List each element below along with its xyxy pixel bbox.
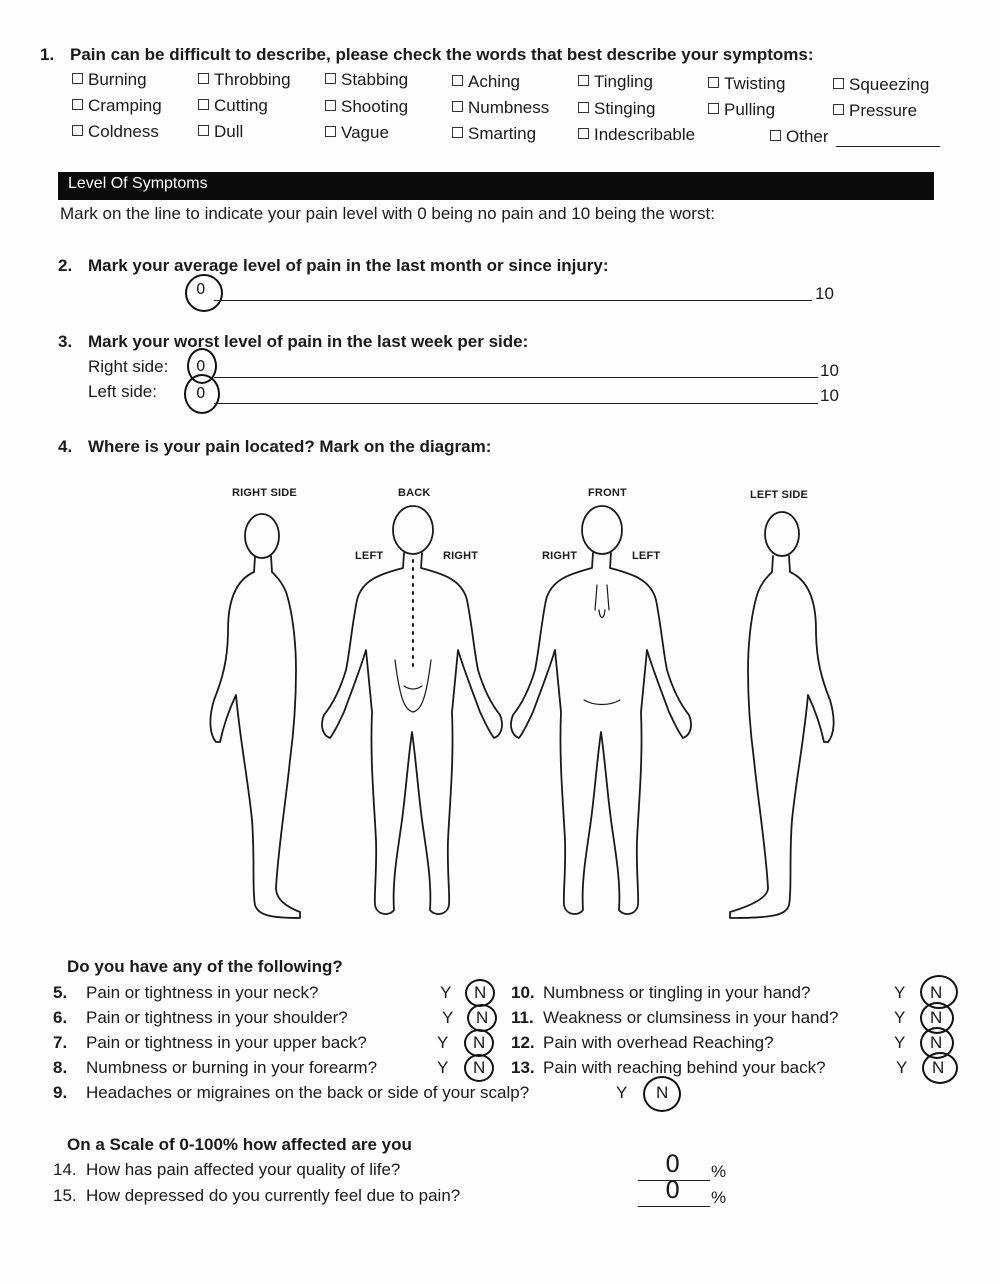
q3-left-label: Left side: xyxy=(88,382,157,401)
option-coldness[interactable]: Coldness xyxy=(72,122,159,142)
item-8-num: 8. xyxy=(53,1058,68,1077)
item-14-text: How has pain affected your quality of life? xyxy=(86,1160,401,1179)
q3-right-label: Right side: xyxy=(88,357,169,376)
item-9-no[interactable]: N xyxy=(656,1083,669,1102)
item-14-unit: % xyxy=(711,1162,727,1181)
question-1: 1. Pain can be difficult to describe, please check the words that best describe your symptoms: xyxy=(40,45,814,64)
label-right-side: RIGHT SIDE xyxy=(232,487,297,499)
item-12-no[interactable]: N xyxy=(930,1033,943,1052)
q2-min-label: 0 xyxy=(196,280,206,298)
item-13-no-circle xyxy=(922,1052,958,1084)
question-2: 2. Mark your average level of pain in the last month or since injury: xyxy=(58,256,609,275)
item-6-no[interactable]: N xyxy=(476,1008,489,1027)
item-5-no[interactable]: N xyxy=(474,983,487,1002)
item-15-unit: % xyxy=(711,1188,727,1207)
item-6-text: Pain or tightness in your shoulder? xyxy=(86,1008,348,1027)
label-back-right: RIGHT xyxy=(443,550,479,562)
item-11-yes[interactable]: Y xyxy=(894,1008,906,1027)
scale-section-title: On a Scale of 0-100% how affected are you xyxy=(67,1135,412,1154)
item-5-no-circle xyxy=(465,979,495,1007)
item-13-num: 13. xyxy=(511,1058,535,1077)
figure-back xyxy=(322,506,502,914)
item-11-num: 11. xyxy=(511,1008,534,1027)
item-9-num: 9. xyxy=(53,1083,68,1102)
label-front-left: LEFT xyxy=(632,550,661,562)
option-squeezing[interactable]: Squeezing xyxy=(833,75,929,95)
item-11-no[interactable]: N xyxy=(930,1008,943,1027)
item-15-num: 15. xyxy=(53,1186,77,1205)
option-smarting[interactable]: Smarting xyxy=(452,124,536,144)
item-7-text: Pain or tightness in your upper back? xyxy=(86,1033,367,1052)
item-6-yes[interactable]: Y xyxy=(442,1008,454,1027)
option-stabbing[interactable]: Stabbing xyxy=(325,70,408,90)
item-10-num: 10. xyxy=(511,983,535,1002)
item-11-text: Weakness or clumsiness in your hand? xyxy=(543,1008,839,1027)
item-7-num: 7. xyxy=(53,1033,68,1052)
figure-front xyxy=(511,506,691,914)
item-9-no-circle xyxy=(643,1076,681,1112)
question-3: 3. Mark your worst level of pain in the last week per side: xyxy=(58,332,529,351)
item-14-value[interactable]: 0 xyxy=(665,1150,681,1178)
option-vague[interactable]: Vague xyxy=(325,123,389,143)
figure-left-side-profile xyxy=(730,512,834,918)
item-9-text: Headaches or migraines on the back or side of your scalp? xyxy=(86,1083,530,1102)
item-15-value[interactable]: 0 xyxy=(665,1176,681,1204)
option-dull[interactable]: Dull xyxy=(198,122,243,142)
option-other[interactable]: Other xyxy=(770,127,829,147)
label-front-right: RIGHT xyxy=(542,550,578,562)
option-burning[interactable]: Burning xyxy=(72,70,147,90)
instructions: Mark on the line to indicate your pain level with 0 being no pain and 10 being the worst: xyxy=(60,204,715,223)
label-back: BACK xyxy=(398,487,431,499)
yn-section-title: Do you have any of the following? xyxy=(67,957,343,976)
label-back-left: LEFT xyxy=(355,550,384,562)
q3-left-min: 0 xyxy=(196,384,206,402)
item-10-yes[interactable]: Y xyxy=(894,983,906,1002)
item-12-text: Pain with overhead Reaching? xyxy=(543,1033,774,1052)
item-6-no-circle xyxy=(467,1004,497,1032)
option-pulling[interactable]: Pulling xyxy=(708,100,775,120)
q3-right-max: 10 xyxy=(820,361,839,380)
option-shooting[interactable]: Shooting xyxy=(325,97,408,117)
item-10-no[interactable]: N xyxy=(930,983,943,1002)
option-throbbing[interactable]: Throbbing xyxy=(198,70,291,90)
question-4: 4. Where is your pain located? Mark on the diagram: xyxy=(58,437,492,456)
item-7-no[interactable]: N xyxy=(473,1033,486,1052)
section-header: Level Of Symptoms xyxy=(68,175,208,192)
figure-right-side-profile xyxy=(210,514,300,918)
option-cramping[interactable]: Cramping xyxy=(72,96,162,116)
option-aching[interactable]: Aching xyxy=(452,72,520,92)
option-indescribable[interactable]: Indescribable xyxy=(578,125,695,145)
item-6-num: 6. xyxy=(53,1008,68,1027)
item-12-num: 12. xyxy=(511,1033,535,1052)
item-5-yes[interactable]: Y xyxy=(440,983,452,1002)
item-13-text: Pain with reaching behind your back? xyxy=(543,1058,826,1077)
option-numbness[interactable]: Numbness xyxy=(452,98,549,118)
item-15-text: How depressed do you currently feel due to pain? xyxy=(86,1186,461,1205)
q3-right-min: 0 xyxy=(196,357,206,375)
item-5-text: Pain or tightness in your neck? xyxy=(86,983,319,1002)
item-7-no-circle xyxy=(464,1029,494,1057)
option-tingling[interactable]: Tingling xyxy=(578,72,653,92)
item-15-fill-line[interactable] xyxy=(638,1206,710,1207)
label-front: FRONT xyxy=(588,487,627,499)
item-13-yes[interactable]: Y xyxy=(896,1058,908,1077)
item-8-no[interactable]: N xyxy=(473,1058,486,1077)
option-cutting[interactable]: Cutting xyxy=(198,96,268,116)
item-8-no-circle xyxy=(464,1054,494,1082)
item-7-yes[interactable]: Y xyxy=(437,1033,449,1052)
item-12-yes[interactable]: Y xyxy=(894,1033,906,1052)
item-9-yes[interactable]: Y xyxy=(616,1083,628,1102)
option-twisting[interactable]: Twisting xyxy=(708,74,785,94)
label-left-side: LEFT SIDE xyxy=(750,489,809,501)
option-pressure[interactable]: Pressure xyxy=(833,101,917,121)
item-10-text: Numbness or tingling in your hand? xyxy=(543,983,811,1002)
item-5-num: 5. xyxy=(53,983,68,1002)
option-stinging[interactable]: Stinging xyxy=(578,99,655,119)
q3-left-max: 10 xyxy=(820,386,839,405)
item-14-num: 14. xyxy=(53,1160,77,1179)
item-13-no[interactable]: N xyxy=(932,1058,945,1077)
item-8-text: Numbness or burning in your forearm? xyxy=(86,1058,378,1077)
q2-max-label: 10 xyxy=(815,284,834,303)
item-8-yes[interactable]: Y xyxy=(437,1058,449,1077)
